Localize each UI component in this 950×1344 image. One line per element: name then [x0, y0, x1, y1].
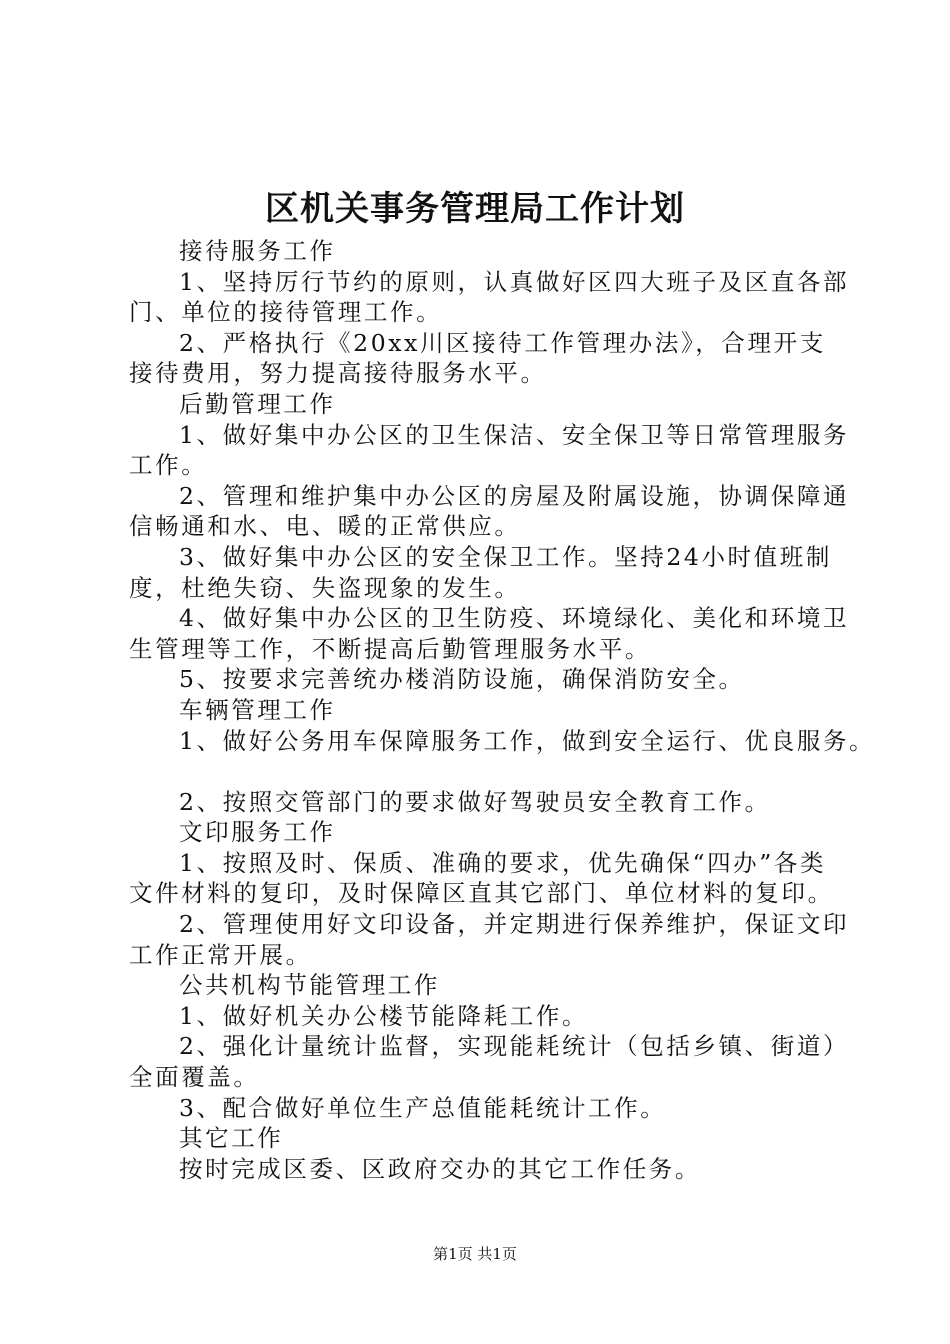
text-line: 4、做好集中办公区的卫生防疫、环境绿化、美化和环境卫 [179, 604, 850, 633]
document-title: 区机关事务管理局工作计划 [265, 189, 685, 229]
text-line: 接待服务工作 [179, 237, 336, 265]
text-line: 文件材料的复印，及时保障区直其它部门、单位材料的复印。 [129, 879, 834, 908]
text-line: 信畅通和水、电、暖的正常供应。 [129, 512, 521, 541]
text-line: 度，杜绝失窃、失盗现象的发生。 [129, 573, 521, 602]
text-line: 生管理等工作，不断提高后勤管理服务水平。 [129, 634, 651, 663]
text-line: 全面覆盖。 [129, 1063, 260, 1092]
text-line: 2、严格执行《20xx川区接待工作管理办法》，合理开支 [179, 328, 826, 357]
text-line: 车辆管理工作 [179, 695, 336, 724]
text-line: 2、管理和维护集中办公区的房屋及附属设施，协调保障通 [179, 481, 850, 510]
text-line: 3、配合做好单位生产总值能耗统计工作。 [179, 1093, 667, 1122]
page-footer: 第1页 共1页 [433, 1245, 517, 1263]
text-line: 后勤管理工作 [179, 389, 336, 418]
text-line: 门、单位的接待管理工作。 [129, 298, 443, 327]
text-line: 公共机构节能管理工作 [179, 971, 440, 1000]
document-body [129, 236, 876, 1184]
text-line: 1、做好机关办公楼节能降耗工作。 [179, 1001, 589, 1030]
text-line: 1、按照及时、保质、准确的要求，优先确保“四办”各类 [179, 848, 827, 877]
text-line: 1、做好公务用车保障服务工作，做到安全运行、优良服务。 [179, 726, 876, 755]
text-line: 2、强化计量统计监督，实现能耗统计（包括乡镇、街道） [179, 1032, 850, 1061]
text-line: 1、坚持厉行节约的原则，认真做好区四大班子及区直各部 [179, 267, 850, 296]
text-line: 2、管理使用好文印设备，并定期进行保养维护，保证文印 [179, 910, 850, 939]
blank-line [129, 756, 845, 787]
text-line: 工作正常开展。 [129, 940, 312, 969]
text-line: 5、按要求完善统办楼消防设施，确保消防安全。 [179, 665, 745, 694]
text-line: 接待费用，努力提高接待服务水平。 [129, 359, 547, 388]
text-line: 按时完成区委、区政府交办的其它工作任务。 [179, 1154, 701, 1183]
text-line: 3、做好集中办公区的安全保卫工作。坚持24小时值班制 [179, 542, 832, 571]
text-line: 其它工作 [179, 1124, 284, 1153]
text-line: 文印服务工作 [179, 818, 336, 847]
text-line: 2、按照交管部门的要求做好驾驶员安全教育工作。 [179, 787, 771, 816]
text-line: 工作。 [129, 451, 208, 480]
text-line: 1、做好集中办公区的卫生保洁、安全保卫等日常管理服务 [179, 420, 850, 449]
